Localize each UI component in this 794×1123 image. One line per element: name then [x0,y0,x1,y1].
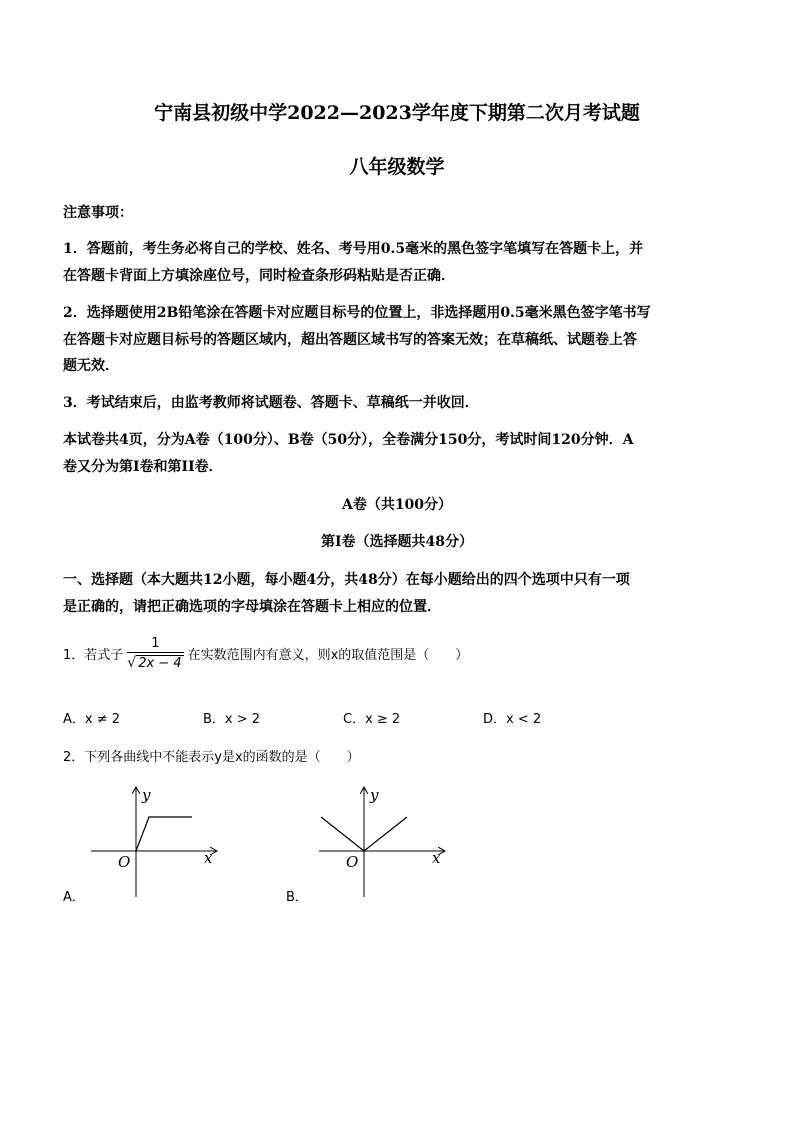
q1-option-d: D．x < 2 [483,712,542,727]
y-axis-label: y [142,786,151,804]
exam-info-line-1: 本试卷共4页，分为A卷（100分）、B卷（50分），全卷满分150分，考试时间120分钟．A [63,432,634,448]
notice-item-1-line-1: 1．答题前，考生务必将自己的学校、姓名、考号用0.5毫米的黑色签字笔填写在答题卡上，并 [63,241,644,257]
q2-graph-a [85,783,225,901]
x-axis-label: x [432,849,441,867]
q2-option-b-label: B． [286,890,308,905]
q1-option-a: A．x ≠ 2 [63,712,121,727]
q1-suffix: 在实数范围内有意义，则x的取值范围是（ ） [187,648,469,663]
notice-item-3: 3．考试结束后，由监考教师将试题卷、答题卡、草稿纸一并收回． [63,395,479,411]
q1-fraction [127,636,183,671]
page-subtitle: 八年级数学 [349,156,445,178]
y-axis-label: y [370,786,379,804]
page-title: 宁南县初级中学2022—2023学年度下期第二次月考试题 [154,102,640,124]
sqrt-icon: √ [127,655,137,671]
q2-option-a-label: A． [63,890,85,905]
q1-option-b: B．x > 2 [203,712,261,727]
question-2-stem: 2．下列各曲线中不能表示y是x的函数的是（ ） [63,750,360,765]
question-intro-line-2: 是正确的，请把正确选项的字母填涂在答题卡上相应的位置． [63,599,441,615]
q1-fraction-numerator: 1 [127,636,183,653]
q1-option-c: C．x ≥ 2 [343,712,401,727]
q1-radicand: 2x − 4 [138,656,182,671]
x-axis-label: x [204,849,213,867]
notice-item-2-line-3: 题无效． [63,358,119,374]
origin-label: O [118,853,131,871]
notice-item-2-line-1: 2．选择题使用2B铅笔涂在答题卡对应题目标号的位置上，非选择题用0.5毫米黑色签字笔书写 [63,305,651,321]
curve-b-left [321,817,364,851]
q2-graph-b [313,783,453,901]
curve-a [136,817,192,851]
origin-label: O [346,853,359,871]
notice-item-1-line-2: 在答题卡背面上方填涂座位号，同时检查条形码粘贴是否正确． [63,268,455,284]
curve-b-right [364,817,407,851]
exam-info-line-2: 卷又分为第I卷和第II卷． [63,459,223,475]
part-1-title: 第I卷（选择题共48分） [320,534,474,550]
q1-prefix: 1．若式子 [63,648,124,663]
notice-item-2-line-2: 在答题卡对应题目标号的答题区域内，超出答题区域书写的答案无效；在草稿纸、试题卷上答 [63,332,637,348]
section-a-title: A卷（共100分） [341,497,453,513]
question-1-stem [63,636,468,671]
notice-heading: 注意事项： [63,205,133,221]
question-intro-line-1: 一、选择题（本大题共12小题，每小题4分，共48分）在每小题给出的四个选项中只有一项 [63,572,630,588]
q1-fraction-denominator [127,653,183,671]
